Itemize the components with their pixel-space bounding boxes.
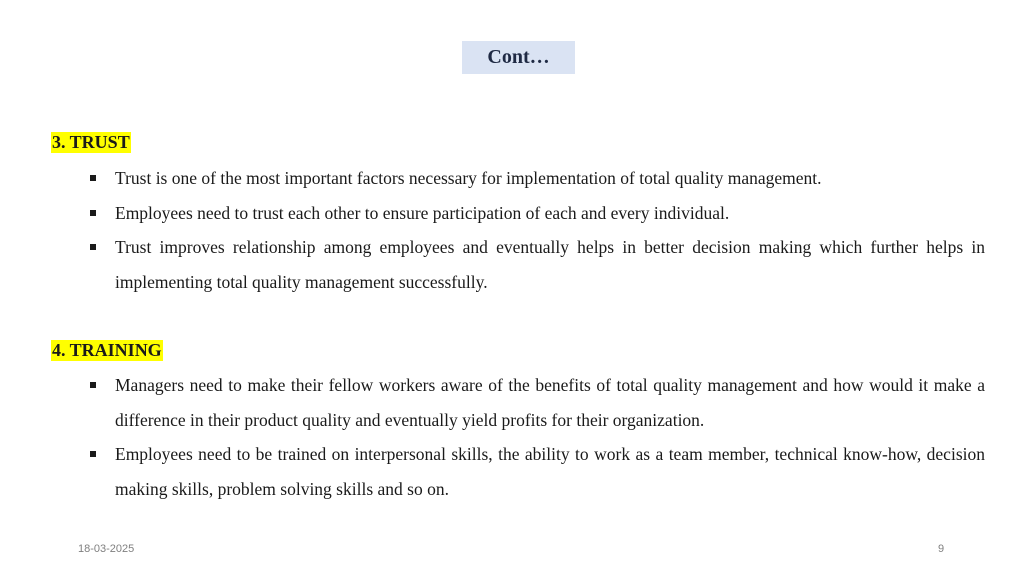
footer-date: 18-03-2025	[78, 543, 135, 555]
bullet-text: Employees need to trust each other to ensure participation of each and every individual.	[115, 202, 730, 223]
list-item	[90, 368, 985, 437]
training-bullet-list	[90, 368, 985, 506]
bullet-text: Trust improves relationship among employees and eventually helps in better decision making which further helps in implementing total quality management successfully.	[115, 237, 985, 292]
bullet-text: Managers need to make their fellow workers aware of the benefits of total quality management and how would it make a difference in their product quality and eventually yield profits for their organization.	[115, 375, 985, 430]
section-heading-trust: 3. TRUST	[52, 132, 130, 152]
list-item	[90, 230, 985, 299]
bullet-text: Employees need to be trained on interpersonal skills, the ability to work as a team member, technical know-how, decision making skills, problem solving skills and so on.	[115, 444, 985, 499]
bullet-text: Trust is one of the most important factors necessary for implementation of total quality management.	[115, 168, 822, 188]
list-item	[90, 196, 985, 231]
slide-title	[462, 41, 575, 74]
square-bullet-icon	[90, 368, 100, 403]
list-item	[90, 437, 985, 506]
square-bullet-icon	[90, 230, 100, 265]
footer-page-number: 9	[938, 543, 945, 555]
section-heading-training: 4. TRAINING	[52, 340, 162, 360]
trust-bullet-list	[90, 161, 985, 299]
square-bullet-icon	[90, 196, 100, 231]
list-item	[90, 161, 985, 196]
slide-title-text: Cont…	[487, 46, 550, 68]
square-bullet-icon	[90, 437, 100, 472]
square-bullet-icon	[90, 161, 100, 196]
